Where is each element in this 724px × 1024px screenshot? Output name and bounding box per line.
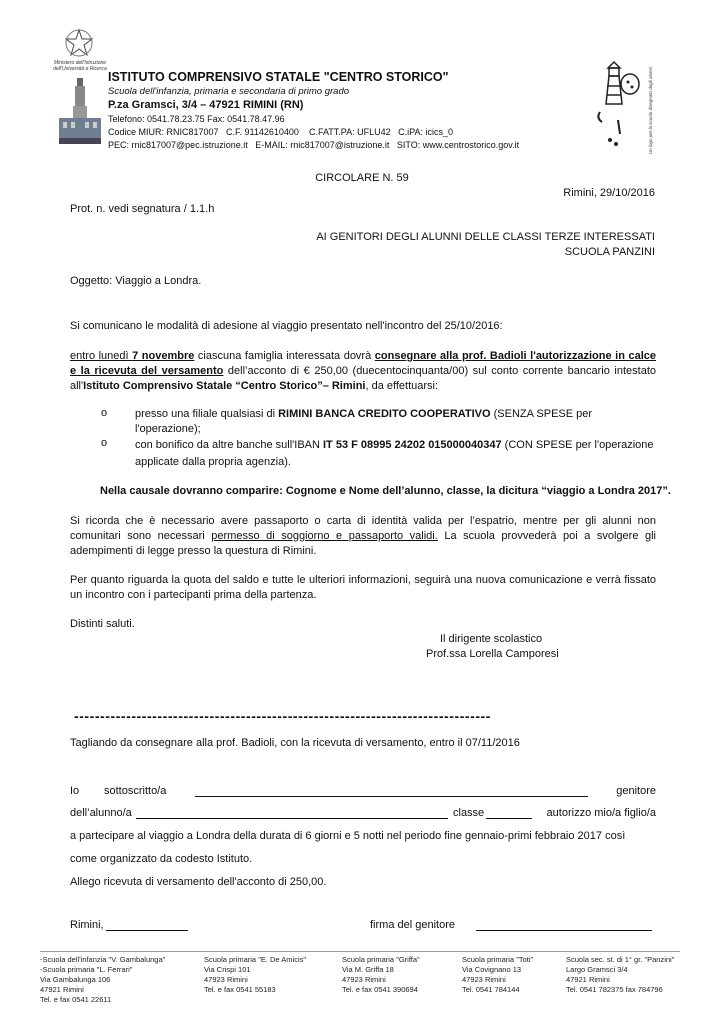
- footer-line: Tel. e fax 0541 22611: [40, 995, 112, 1004]
- footer-line: Scuola primaria "Toti": [462, 955, 534, 964]
- footer-school-1: [40, 955, 165, 1005]
- bullet-text: con bonifico da altre banche sull'IBAN: [135, 439, 323, 451]
- date-field[interactable]: [106, 919, 188, 931]
- deadline-prefix: entro lunedì: [70, 350, 133, 362]
- footer-line: 47923 Rimini: [462, 975, 506, 984]
- form-place: Rimini,: [70, 919, 104, 931]
- form-label-alunno: dell’alunno/a: [70, 807, 132, 819]
- addressee-line-1: AI GENITORI DEGLI ALUNNI DELLE CLASSI TERZE INTERESSATI: [316, 231, 655, 243]
- parent-signature-field[interactable]: [476, 919, 652, 931]
- class-field[interactable]: [486, 807, 532, 819]
- form-label-sottoscritto: sottoscritto/a: [104, 785, 167, 797]
- emblem-caption: Ministero dell'Istruzione dell'Università e Ricerca: [53, 60, 107, 72]
- school-subtitle: Scuola dell'infanzia, primaria e secondaria di primo grado: [108, 86, 350, 97]
- form-signature-label: firma del genitore: [370, 919, 455, 931]
- bullet-text: presso una filiale qualsiasi di: [135, 408, 279, 420]
- student-name-field[interactable]: [136, 807, 448, 819]
- footer-line: Tel. 0541 784144: [462, 985, 520, 994]
- subject: Oggetto: Viaggio a Londra.: [70, 275, 202, 287]
- documents-required: permesso di soggiorno e passaporto validi.: [211, 530, 438, 542]
- list-item: [70, 437, 660, 471]
- footer-line: Via Gambalunga 106: [40, 975, 111, 984]
- footer-line: Via Covignano 13: [462, 965, 522, 974]
- footer-line: Via M. Griffa 18: [342, 965, 394, 974]
- instruction-end: , da effettuarsi:: [365, 380, 439, 392]
- documents-text-end: La scuola provvederà poi a svolgere gli adempimenti di legge presso la questura di Rimini.: [70, 530, 656, 557]
- footer-line: Scuola sec. st. di 1° gr. "Panzini": [566, 955, 675, 964]
- iban-code: IT 53 F 08995 24202 015000040347: [323, 439, 502, 451]
- school-building-image: [57, 76, 103, 146]
- causale-note: Nella causale dovranno comparire: Cognome e Nome dell’alunno, classe, la dicitura “viaggio a Londra 2017”.: [100, 485, 671, 497]
- footer-school-4: [462, 955, 533, 995]
- form-row-2: [70, 807, 656, 823]
- form-row-1: [70, 785, 656, 801]
- tagliando-note: Tagliando da consegnare alla prof. Badioli, con la ricevuta di versamento, entro il 07/11/2016: [70, 737, 520, 749]
- form-label-io: Io: [70, 785, 80, 797]
- form-line-4: come organizzato da codesto Istituto.: [70, 853, 253, 865]
- intro-paragraph: Si comunicano le modalità di adesione al viaggio presentato nell'incontro del 25/10/2016:: [70, 320, 503, 332]
- footer-line: Scuola primaria "E. De Amicis": [204, 955, 307, 964]
- footer-line: 47923 Rimini: [342, 975, 386, 984]
- deadline-date: 7 novembre: [132, 350, 195, 362]
- footer-line: Tel. e fax 0541 55183: [204, 985, 276, 994]
- footer-line: 47921 Rimini: [40, 985, 84, 994]
- bank-name: RIMINI BANCA CREDITO COOPERATIVO: [278, 408, 491, 420]
- bullet-marker: o: [101, 407, 108, 419]
- school-codes: Codice MIUR: RNIC817007 C.F. 91142610400 C.FATT.PA: UFLU42 C.iPA: icics_0: [108, 127, 453, 137]
- footer-line: Tel. e fax 0541 390694: [342, 985, 418, 994]
- signature-name: Prof.ssa Lorella Camporesi: [426, 648, 559, 660]
- documents-text: Si ricorda che è necessario avere passaporto o carta di identità valida per l’espatrio, mentre per gli alunni non comunitari sono necessari: [70, 515, 656, 542]
- footer-line: Scuola primaria "Griffa": [342, 955, 420, 964]
- greeting: Distinti saluti.: [70, 618, 135, 630]
- footer-line: Via Crispi 101: [204, 965, 251, 974]
- school-logo: [590, 60, 640, 152]
- ministry-emblem: [62, 28, 96, 60]
- footer-line: -Scuola primaria "L. Ferrari": [40, 965, 133, 974]
- footer-line: Tel. 0541 782375 fax 784796: [566, 985, 663, 994]
- school-contacts: PEC: rnic817007@pec.istruzione.it E-MAIL: rnic817007@istruzione.it SITO: www.centrostorico.gov.it: [108, 140, 520, 150]
- instructions-paragraph: [70, 349, 656, 394]
- circolare-number: CIRCOLARE N. 59: [315, 172, 409, 184]
- lighthouse-logo-icon: [590, 60, 640, 152]
- republic-emblem-icon: [62, 28, 96, 60]
- bullet-text-end: (CON SPESE per l'operazione applicate dalla propria agenzia).: [135, 439, 654, 468]
- footer-line: 47923 Rimini: [204, 975, 248, 984]
- school-phone: Telefono: 0541.78.23.75 Fax: 0541.78.47.96: [108, 114, 285, 124]
- protocol-number: Prot. n. vedi segnatura / 1.1.h: [70, 203, 215, 215]
- form-label-classe: classe: [453, 807, 485, 819]
- list-item: [70, 407, 660, 437]
- side-logo-caption: Un logo per la scuola disegnato dagli alunni: [648, 66, 653, 154]
- form-label-autorizzo: autorizzo mio/a figlio/a: [546, 807, 656, 819]
- letter-date: Rimini, 29/10/2016: [563, 187, 655, 199]
- parent-name-field[interactable]: [195, 785, 588, 797]
- form-label-genitore: genitore: [616, 785, 656, 797]
- footer-school-5: [566, 955, 674, 995]
- bullet-marker: o: [101, 437, 108, 449]
- delivery-instruction: consegnare alla prof. Badioli l'autorizzazione in calce e la ricevuta del versamento: [70, 350, 656, 377]
- footer-school-2: [204, 955, 306, 995]
- account-holder: Istituto Comprensivo Statale “Centro Storico”– Rimini: [83, 380, 366, 392]
- balance-paragraph: Per quanto riguarda la quota del saldo e tutte le ulteriori informazioni, seguirà una nuova comunicazione e verrà fissato un incontro con i partecipanti prima della partenza.: [70, 574, 656, 601]
- footer-line: 47921 Rimini: [566, 975, 610, 984]
- signature-role: Il dirigente scolastico: [440, 633, 543, 645]
- school-address: P.za Gramsci, 3/4 – 47921 RIMINI (RN): [108, 99, 304, 111]
- footer-school-3: [342, 955, 420, 995]
- form-line-3: a partecipare al viaggio a Londra della durata di 6 giorni e 5 notti nel periodo fine gennaio-primi febbraio 2017 così: [70, 830, 626, 842]
- addressee-line-2: SCUOLA PANZINI: [564, 246, 655, 258]
- school-name: ISTITUTO COMPRENSIVO STATALE "CENTRO STORICO": [108, 70, 449, 84]
- footer-line: Largo Gramsci 3/4: [566, 965, 628, 974]
- documents-paragraph: [70, 514, 656, 559]
- deposit-text: dell’acconto di € 250,00 (duecentocinquanta/00) sul conto corrente bancario intestato all': [70, 365, 656, 392]
- instruction-text: ciascuna famiglia interessata dovrà: [194, 350, 375, 362]
- bullet-text-end: (SENZA SPESE per l'operazione);: [135, 408, 593, 435]
- form-line-5: Allego ricevuta di versamento dell'acconto di 250,00.: [70, 876, 327, 888]
- cut-line: --------------------------------------------------------------------------------: [74, 708, 491, 724]
- footer-divider: [40, 951, 680, 952]
- footer-line: -Scuola dell'infanzia "V. Gambalunga": [40, 955, 166, 964]
